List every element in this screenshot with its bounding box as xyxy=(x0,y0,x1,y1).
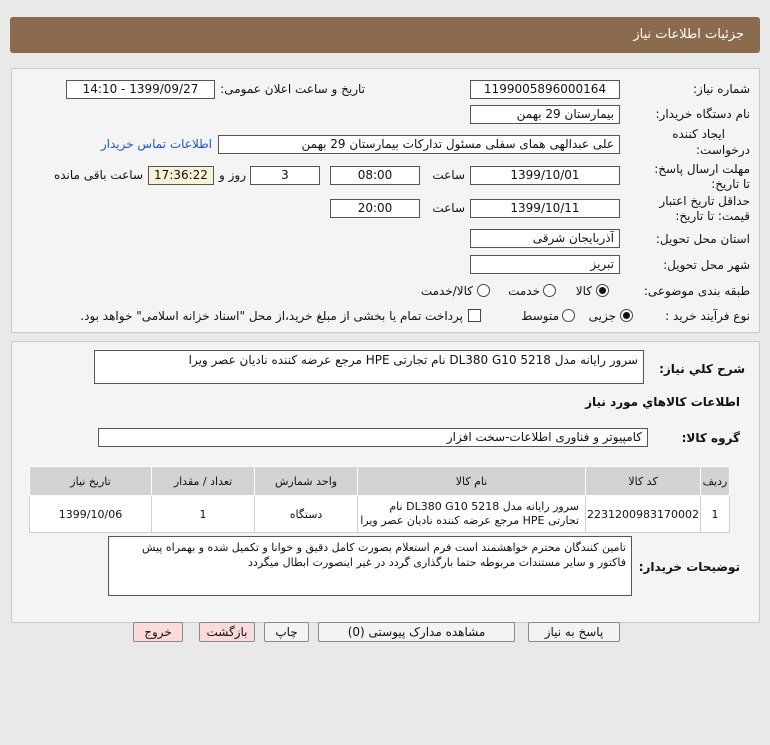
process-label: نوع فرآیند خرید : xyxy=(665,309,750,323)
category-option-goods-service: کالا/خدمت xyxy=(420,284,473,298)
category-radio-service[interactable] xyxy=(543,284,556,297)
process-radio-medium[interactable] xyxy=(562,309,575,322)
announce-label: تاریخ و ساعت اعلان عمومی: xyxy=(220,82,365,96)
city-field: تبریز xyxy=(470,255,620,274)
treasury-note: پرداخت تمام یا بخشی از مبلغ خرید،از محل "اسناد خزانه اسلامی" خواهد بود. xyxy=(80,309,463,323)
cell-code: 2231200983170002 xyxy=(586,496,701,533)
page-title-bar xyxy=(10,17,760,53)
print-button[interactable]: چاپ xyxy=(264,622,309,642)
need-number-label: شماره نیاز: xyxy=(693,82,750,96)
buyer-contact-link[interactable]: اطلاعات تماس خریدار xyxy=(100,137,212,151)
buyer-notes-field: تامین کنندگان محترم خواهشمند است فرم استعلام بصورت کامل دقیق و خوانا و تکمیل شده و بهمراه پیش فاکتور و سایر مستندات مربوطه حتما بارگذاری گردد در غیر اینصورت ابطال میگردد xyxy=(108,536,632,596)
goods-section-title: اطلاعات كالاهاي مورد نياز xyxy=(585,395,740,409)
category-option-service: خدمت xyxy=(508,284,540,298)
goods-group-field: كامپيوتر و فناوری اطلاعات-سخت افزار xyxy=(98,428,648,447)
requester-label-1: ایجاد کننده xyxy=(672,127,725,141)
reply-deadline-label-1: مهلت ارسال پاسخ: xyxy=(654,162,750,176)
process-option-medium: متوسط xyxy=(521,309,559,323)
cell-unit: دستگاه xyxy=(255,496,358,533)
reply-deadline-label-2: تا تاریخ: xyxy=(711,177,750,191)
category-label: طبقه بندی موضوعی: xyxy=(643,284,750,298)
city-label: شهر محل تحویل: xyxy=(663,258,750,272)
reply-time-label: ساعت xyxy=(432,168,465,182)
reply-date-field: 1399/10/01 xyxy=(470,166,620,185)
description-label: شرح كلي نياز: xyxy=(659,362,745,376)
cell-name: سرور رایانه مدل DL380 G10 5218 نام تجارتی HPE مرجع عرضه کننده نادیان عصر ویرا xyxy=(358,496,586,533)
buyer-org-field: بیمارستان 29 بهمن xyxy=(470,105,620,124)
category-radio-goods-service[interactable] xyxy=(477,284,490,297)
col-qty: تعداد / مقدار xyxy=(152,467,255,496)
col-date: تاریخ نیاز xyxy=(30,467,152,496)
col-unit: واحد شمارش xyxy=(255,467,358,496)
remaining-time-field: 17:36:22 xyxy=(148,166,214,185)
col-row: ردیف xyxy=(701,467,730,496)
days-label: روز و xyxy=(219,168,246,182)
col-code: کد کالا xyxy=(586,467,701,496)
province-label: استان محل تحویل: xyxy=(655,232,750,246)
treasury-checkbox[interactable] xyxy=(468,309,481,322)
validity-label-2: قیمت: تا تاریخ: xyxy=(675,209,750,223)
col-name: نام کالا xyxy=(358,467,586,496)
table-header-row xyxy=(30,467,730,496)
buyer-org-label: نام دستگاه خریدار: xyxy=(655,107,750,121)
description-field: سرور رایانه مدل DL380 G10 5218 نام تجارتی HPE مرجع عرضه کننده نادیان عصر ویرا xyxy=(94,350,644,384)
goods-group-label: گروه كالا: xyxy=(681,431,740,445)
back-button[interactable]: بازگشت xyxy=(199,622,255,642)
cell-row: 1 xyxy=(701,496,730,533)
requester-field: علی عبدالهی همای سفلی مسئول تداركات بیمارستان 29 بهمن xyxy=(218,135,620,154)
validity-time-field: 20:00 xyxy=(330,199,420,218)
validity-time-label: ساعت xyxy=(432,201,465,215)
process-option-minor: جزیی xyxy=(588,309,616,323)
page-title: جزئیات اطلاعات نیاز xyxy=(633,27,744,42)
cell-qty: 1 xyxy=(152,496,255,533)
buyer-notes-label: توضیحات خریدار: xyxy=(638,560,740,574)
view-attachments-button[interactable]: مشاهده مدارک پیوستی (0) xyxy=(318,622,515,642)
exit-button[interactable]: خروج xyxy=(133,622,183,642)
requester-label-2: درخواست: xyxy=(696,143,750,157)
cell-date: 1399/10/06 xyxy=(30,496,152,533)
announce-field: 1399/09/27 - 14:10 xyxy=(66,80,215,99)
category-option-goods: کالا xyxy=(575,284,592,298)
validity-date-field: 1399/10/11 xyxy=(470,199,620,218)
category-radio-goods[interactable] xyxy=(596,284,609,297)
province-field: آذربایجان شرقی xyxy=(470,229,620,248)
need-number-field: 1199005896000164 xyxy=(470,80,620,99)
days-count-field: 3 xyxy=(250,166,320,185)
process-radio-minor[interactable] xyxy=(620,309,633,322)
validity-label-1: حداقل تاریخ اعتبار xyxy=(659,194,750,208)
reply-button[interactable]: پاسخ به نیاز xyxy=(528,622,620,642)
remaining-time-label: ساعت باقی مانده xyxy=(53,168,143,182)
reply-time-field: 08:00 xyxy=(330,166,420,185)
goods-table xyxy=(29,466,730,533)
table-row xyxy=(30,496,730,533)
